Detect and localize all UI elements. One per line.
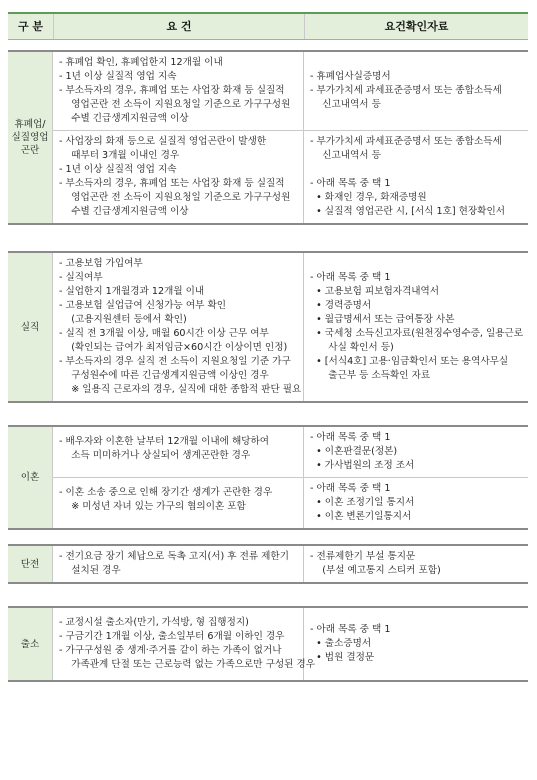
table-row [53,130,528,223]
category-label: 이혼 [20,472,40,483]
document-line: • 출소증명서 [310,638,372,649]
requirement-line: 때부터 3개월 이내인 경우 [59,150,180,161]
category-label: 실직 [20,321,40,333]
requirement-line: - 이혼 소송 중으로 인해 장기간 생계가 곤란한 경우 [59,487,273,498]
category-cell [8,546,53,582]
header-documents: 요건확인자료 [304,14,528,39]
document-cell [304,131,528,223]
document-line: • 국세청 소득신고자료(원천징수영수증, 일용근로 [310,328,524,339]
requirement-cell [53,131,304,223]
document-cell [304,608,528,680]
category-label: 휴폐업/ [14,119,46,130]
table-row [53,546,528,582]
document-line: • 월급명세서 또는 급여통장 사본 [310,314,455,325]
requirement-line: - 휴폐업 확인, 휴폐업한지 12개월 이내 [59,57,223,68]
requirement-line: ※ 미성년 자녀 있는 가구의 협의이혼 포함 [59,501,246,512]
requirement-line: (고용지원센터 등에서 확인) [59,314,187,325]
document-line: - 아래 목록 중 택 1 [310,483,391,494]
requirement-line: 수별 긴급생계지원금액 이상 [59,206,189,217]
category-cell [8,608,53,680]
requirement-line: - 부소득자의 경우, 휴폐업 또는 사업장 화재 등 실질적 [59,178,285,189]
document-line: - 아래 목록 중 택 1 [310,432,391,443]
requirement-line: - 1년 이상 실질적 영업 지속 [59,164,177,175]
requirement-line: - 배우자와 이혼한 날부터 12개월 이내에 해당하여 [59,436,270,447]
requirement-line: (확인되는 급여가 최저임금×60시간 이상이면 인정) [59,342,288,353]
category-label: 실질영업 [11,132,49,143]
document-line [310,163,522,177]
document-line: - 아래 목록 중 택 1 [310,624,391,635]
requirement-line: 영업곤란 전 소득이 지원요청일 기준으로 가구구성원 [59,192,291,203]
table-row [53,427,528,477]
requirement-line: - 부소득자의 경우, 휴폐업 또는 사업장 화재 등 실질적 [59,85,285,96]
document-line: • 가사법원의 조정 조서 [310,460,415,471]
section-4 [8,606,528,682]
requirement-line: - 실업한지 1개월경과 12개월 이내 [59,286,205,297]
document-line: • 이혼 변론기일통지서 [310,511,412,522]
category-label: 단전 [20,558,40,570]
document-line: - 전류제한기 부설 통지문 [310,551,416,562]
document-line: - 부가가치세 과세표준증명서 또는 종합소득세 [310,85,502,96]
requirement-line: - 부소득자의 경우 실직 전 소득이 지원요청일 기준 가구 [59,356,291,367]
document-line: 신고내역서 등 [310,99,381,110]
requirement-line: ※ 일용직 근로자의 경우, 실직에 대한 종합적 판단 필요 [59,384,302,395]
section-3 [8,544,528,584]
document-line: - 아래 목록 중 택 1 [310,178,391,189]
requirement-line: 가족관계 단절 또는 근로능력 없는 가족으로만 구성된 경우 [59,659,315,670]
document-line: 사실 확인서 등) [310,342,394,353]
requirements-table [8,12,528,682]
document-line: 신고내역서 등 [310,150,381,161]
requirement-line: - 사업장의 화재 등으로 실질적 영업곤란이 발생한 [59,136,267,147]
section-2 [8,425,528,530]
requirement-cell [53,427,304,477]
requirement-line: - 고용보험 실업급여 신청가능 여부 확인 [59,300,226,311]
document-cell [304,478,528,528]
requirement-line: - 1년 이상 실질적 영업 지속 [59,71,177,82]
requirement-cell [53,52,304,130]
requirement-cell [53,546,304,582]
table-row [53,52,528,130]
category-label: 곤란 [20,145,40,156]
document-line: 출근부 등 소득확인 자료 [310,370,431,381]
header-requirements: 요 건 [53,14,304,39]
table-row [53,608,528,680]
requirement-line: - 전기요금 장기 체납으로 독촉 고지(서) 후 전류 제한기 [59,551,289,562]
table-row [53,253,528,401]
requirement-cell [53,253,304,401]
document-line: - 휴폐업사실증명서 [310,71,391,82]
requirement-line: 영업곤란 전 소득이 지원요청일 기준으로 가구구성원 [59,99,291,110]
table-body [8,50,528,682]
document-line: • 실질적 영업곤란 시, [서식 1호] 현장확인서 [310,206,505,217]
table-row [53,477,528,528]
document-line: • 법원 결정문 [310,652,375,663]
category-cell [8,427,53,528]
document-line: (부설 예고통지 스티커 포함) [310,565,441,576]
requirement-line: - 가구구성원 중 생계·주거를 같이 하는 가족이 없거나 [59,645,282,656]
document-cell [304,427,528,477]
requirement-line: 설치된 경우 [59,565,121,576]
document-line: • [서식4호] 고용·임금확인서 또는 용역사무실 [310,356,509,367]
category-cell [8,52,53,223]
document-cell [304,253,528,401]
category-cell [8,253,53,401]
document-line: - 부가가치세 과세표준증명서 또는 종합소득세 [310,136,502,147]
requirement-line: - 실직 전 3개월 이상, 매월 60시간 이상 근무 여부 [59,328,269,339]
document-line: • 화재인 경우, 화재증명원 [310,192,427,203]
requirement-line: - 교정시설 출소자(만기, 가석방, 형 집행정지) [59,617,249,628]
section-0 [8,50,528,225]
document-line: • 경력증명서 [310,300,372,311]
requirement-line: 구성원수에 따른 긴급생계지원금액 이상인 경우 [59,370,269,381]
document-line: - 아래 목록 중 택 1 [310,272,391,283]
document-line: • 이혼 조정기일 통지서 [310,497,415,508]
category-label: 출소 [20,638,40,650]
header-category: 구 분 [17,19,44,33]
table-header [8,12,528,40]
requirement-line: - 고용보험 가입여부 [59,258,143,269]
document-cell [304,546,528,582]
document-line: • 이혼판결문(정본) [310,446,398,457]
requirement-cell [53,478,304,528]
document-line: • 고용보험 피보험자격내역서 [310,286,440,297]
requirement-line: - 구금기간 1개월 이상, 출소일부터 6개월 이하인 경우 [59,631,285,642]
requirement-line: 소득 미미하거나 상실되어 생계곤란한 경우 [59,450,251,461]
requirement-line: - 실직여부 [59,272,103,283]
document-cell [304,52,528,130]
requirement-cell [53,608,315,680]
requirement-line: 수별 긴급생계지원금액 이상 [59,113,189,124]
section-1 [8,251,528,403]
